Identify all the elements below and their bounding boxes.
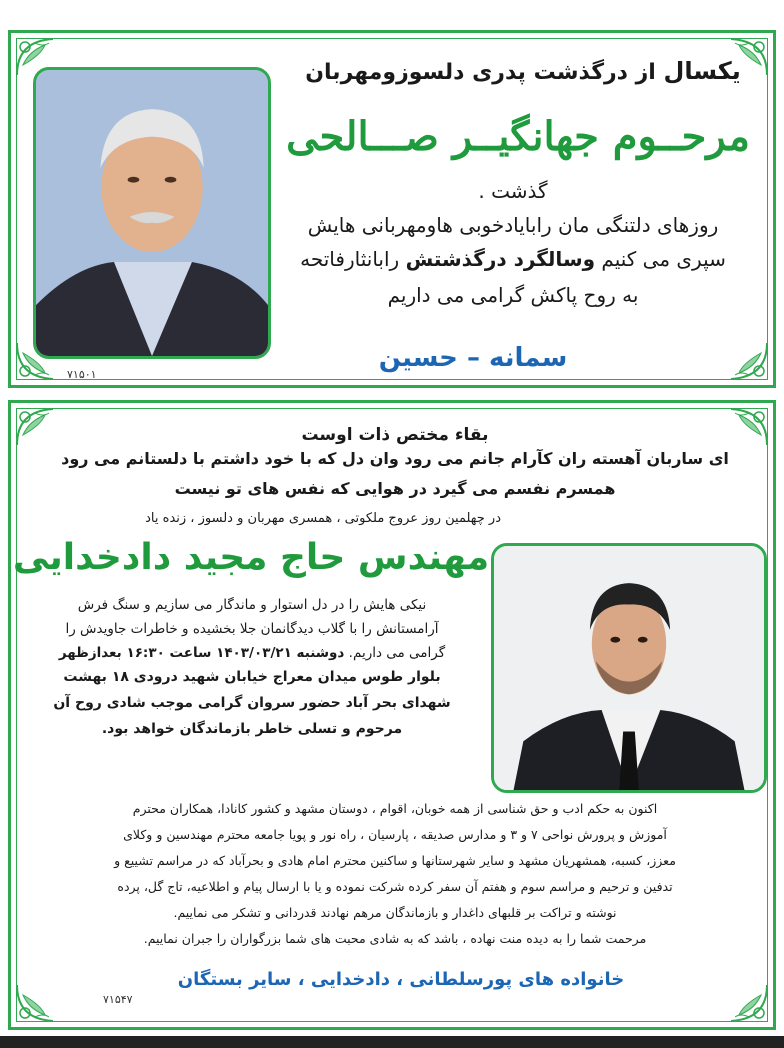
bold-line-1: بلوار طوس میدان معراج خیابان شهید درودی ۱۸ بهشت	[63, 669, 441, 685]
headline-text: از درگذشت پدری دلسوزومهربان	[305, 60, 656, 85]
bottom-divider-bar	[0, 1036, 784, 1048]
deceased-name-2: مهندس حاج مجید دادخدایی	[12, 537, 490, 578]
line-3-part-b: رابانثارفاتحه	[300, 247, 400, 271]
poem-line-1: ای ساربان آهسته ران کآرام جانم می رود وان دل که با خود داشتم با دلستانم می رود	[61, 449, 729, 468]
thanks-line-3: معزز، کسبه، همشهریان مشهد و سایر شهرستانها و ساکنین محترم امام هادی و بحرآباد که در مراسم تشییع و	[114, 853, 676, 868]
bold-line-3: مرحوم و تسلی خاطر بازماندگان خواهد بود.	[101, 721, 403, 737]
notice-1-signature: سمانه – حسین	[378, 343, 568, 373]
man-in-suit-portrait-icon	[494, 546, 764, 790]
thanks-line-6: مرحمت شما را به دیده منت نهاده ، باشد که به شادی محبت های شما بزرگواران را جبران نماییم.	[143, 931, 647, 946]
line-3-bold: وسالگرد درگذشتش	[405, 247, 596, 271]
notice-2-code: ۷۱۵۴۷	[103, 993, 133, 1006]
poem-line-2: همسرم نفسم می گیرد در هوایی که نفس های تو نیست	[174, 479, 616, 498]
notice-2-signature: خانواده های پورسلطانی ، دادخدایی ، سایر بستگان	[177, 969, 625, 990]
body-line-1: نیکی هایش را در دل استوار و ماندگار می سازیم و سنگ فرش	[77, 597, 427, 613]
man-portrait-icon	[36, 70, 268, 356]
notice-1-line-1: گذشت .	[478, 179, 548, 203]
memorial-notice-2	[8, 400, 776, 1030]
corner-ornament-icon	[715, 339, 771, 383]
body-line-3	[21, 645, 483, 661]
thanks-line-4: تدفین و ترحیم و مراسم سوم و هفتم آن سفر کرده شرکت نموده و یا با ارسال پیام و اطلاعیه، تاج گل، پرده	[117, 879, 673, 894]
intro-line: در چهلمین روز عروج ملکوتی ، همسری مهربان و دلسوز ، زنده یاد	[145, 511, 501, 526]
memorial-notice-1	[8, 30, 776, 388]
headline-bold-word: یکسال	[663, 57, 741, 85]
bold-line-2: شهدای بحر آباد حضور سروان گرامی موجب شادی روح آن	[53, 695, 451, 711]
notice-1-line-3	[283, 247, 743, 271]
thanks-line-5: نوشته و تراکت بر قلبهای داغدار و بازماندگان مرهم نهادند قدردانی و تشکر می نماییم.	[173, 905, 617, 920]
body-line-2: آرامستانش را با گلاب دیدگانمان جلا بخشیده و خاطرات جاویدش را	[65, 621, 439, 637]
portrait-photo	[33, 67, 271, 359]
line-3-part-a: سپری می کنیم	[601, 247, 726, 271]
corner-ornament-icon	[715, 981, 771, 1025]
ceremony-date-time: دوشنبه ۱۴۰۳/۰۳/۲۱ ساعت ۱۶:۳۰ بعدازظهر	[58, 645, 345, 661]
thanks-line-2: آموزش و پرورش نواحی ۷ و ۳ و مدارس صدیقه ، پارسیان ، راه نور و پویا جامعه محترم مهندسین و وکلای	[123, 827, 667, 842]
notice-2-header: بقاء مختص ذات اوست	[301, 425, 489, 445]
body-line-3-text: گرامی می داریم.	[348, 645, 446, 661]
thanks-line-1: اکنون به حکم ادب و حق شناسی از همه خوبان، اقوام ، دوستان مشهد و کشور کانادا، همکاران محترم	[132, 801, 658, 816]
notice-1-headline	[303, 57, 743, 85]
notice-1-code: ۷۱۵۰۱	[67, 368, 97, 381]
corner-ornament-icon	[13, 981, 69, 1025]
portrait-photo-2	[491, 543, 767, 793]
notice-1-line-2: روزهای دلتنگی مان رابایادخوبی هاومهربانی هایش	[307, 213, 719, 237]
deceased-name: مرحــوم جهانگیــر صـــالحی	[286, 113, 750, 160]
notice-1-line-4: به روح پاکش گرامی می داریم	[387, 283, 639, 307]
